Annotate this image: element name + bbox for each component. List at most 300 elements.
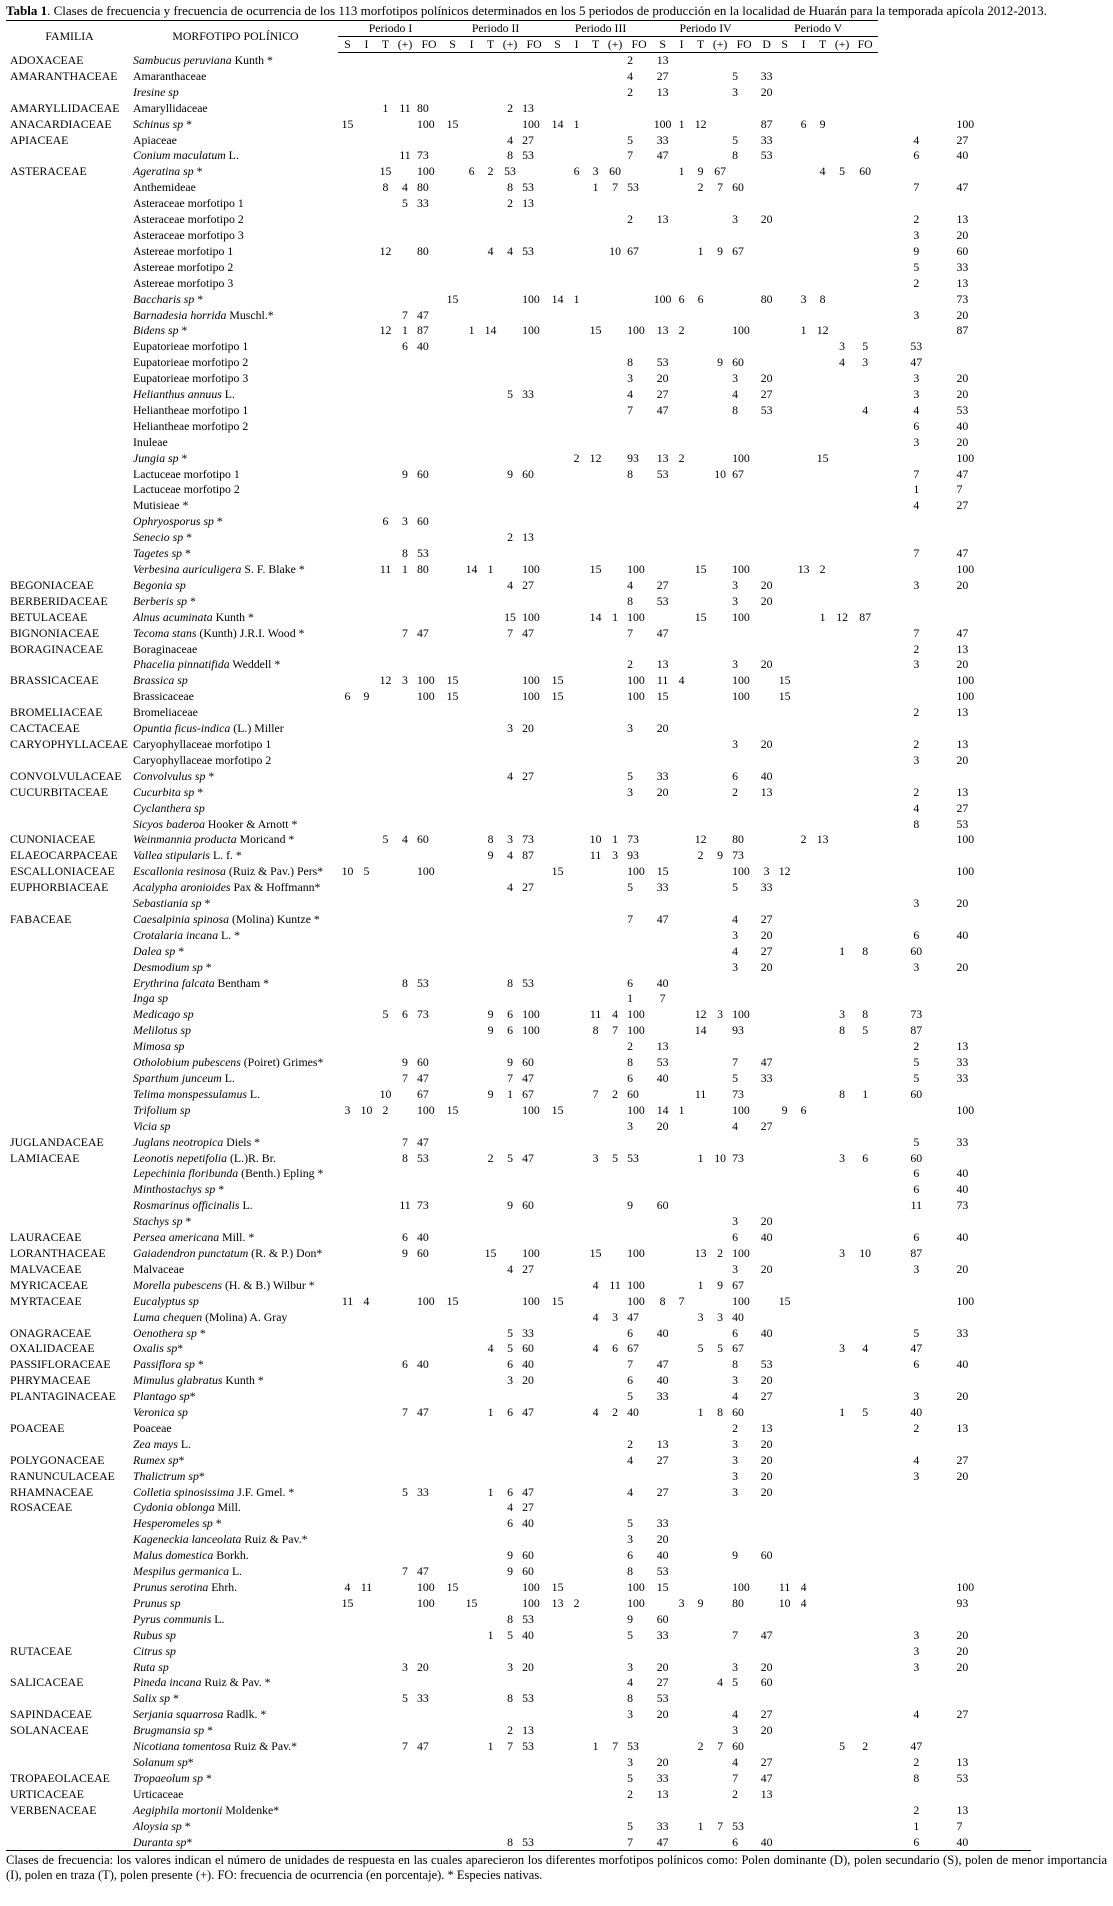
class-cell [775,991,794,1007]
class-cell [548,737,567,753]
class-cell [758,498,775,514]
class-cell [794,1803,813,1819]
class-cell: 40 [656,975,669,990]
class-cell [672,785,691,801]
class-cell [710,1166,730,1182]
class-cell: 4 [507,848,514,863]
class-cell [548,133,567,149]
class-cell [395,705,415,721]
fo-cell: 20 [956,371,969,386]
class-cell [548,594,567,610]
class-cell [567,1405,586,1421]
class-cell: 6 [878,1835,954,1851]
class-cell [794,498,813,514]
class-cell [567,896,586,912]
class-cell [813,1310,832,1326]
class-cell: 13 [760,1420,773,1435]
class-cell: 40 [656,1325,669,1340]
class-cell [586,467,605,483]
class-cell [376,753,395,769]
class-cell [500,498,520,514]
class-cell [586,1500,605,1516]
class-cell [653,1341,672,1357]
class-cell [710,1596,730,1612]
class-cell [653,1166,672,1182]
fo-cell [415,403,443,419]
class-cell [481,1166,500,1182]
class-cell [832,323,852,339]
class-cell [567,1500,586,1516]
class-cell [586,1596,605,1612]
class-cell [338,928,357,944]
fo-cell: 4 [732,943,739,958]
fo-cell: 13 [522,196,534,211]
class-cell [794,1119,813,1135]
morphotype-cell [133,260,338,276]
class-cell: 33 [656,1770,669,1785]
fo-cell [520,1039,548,1055]
class-cell: 6 [468,164,475,179]
class-cell [481,1230,500,1246]
class-cell [586,785,605,801]
class-cell [462,1007,481,1023]
class-cell [832,1500,852,1516]
table-row [6,896,1107,912]
class-cell [443,1357,462,1373]
class-cell [376,1548,395,1564]
morphotype-cell [133,164,338,180]
class-cell: 9 [402,1055,408,1070]
class-cell [758,1246,775,1262]
morphotype-author: * [212,1516,222,1531]
class-cell [548,1500,567,1516]
class-cell [586,530,605,546]
class-cell [395,260,415,276]
class-cell [832,180,852,196]
morphotype-cell [133,689,338,705]
family-cell [6,944,133,960]
class-cell [567,1326,586,1342]
class-cell [710,1198,730,1214]
fo-cell [730,1198,758,1214]
class-cell [376,1596,395,1612]
morphotype-cell [133,1596,338,1612]
morphotype-cell [133,355,338,371]
family-cell [6,562,133,578]
fo-cell: 53 [520,1835,548,1851]
class-cell [586,1819,605,1835]
fo-cell [415,769,443,785]
fo-cell [520,817,548,833]
fo-cell: 20 [956,752,969,767]
class-cell [338,1135,357,1151]
class-cell [567,578,586,594]
class-cell: 5 [717,1341,724,1356]
class-cell [691,626,710,642]
family-cell: PHRYMACEAE [10,1373,91,1388]
class-cell: 15 [551,1102,564,1117]
class-cell [672,1548,691,1564]
fo-cell [520,801,548,817]
fo-cell [415,276,443,292]
class-cell [462,451,481,467]
class-cell [462,498,481,514]
family-cell [6,1166,133,1182]
class-cell [672,848,691,864]
fo-cell [520,705,548,721]
class-cell: 2 [382,1102,389,1117]
class-cell: 47 [656,625,669,640]
class-cell [813,1675,832,1691]
class-cell [710,1771,730,1787]
class-cell [443,801,462,817]
class-cell [443,1198,462,1214]
class-cell [395,69,415,85]
class-cell: 7 [592,1086,599,1101]
fo-cell [520,1755,548,1771]
class-cell [567,832,586,848]
morphotype-name: Cyclanthera sp [133,800,205,815]
morphotype-author: (Benth.) Epling * [238,1166,324,1181]
class-cell [852,244,878,260]
fo-cell: 33 [417,196,429,211]
morphotype-name: Brugmansia sp [133,1723,205,1738]
table-row [6,657,1107,673]
class-cell [462,1675,481,1691]
class-cell [500,1580,520,1596]
class-cell: 7 [402,1071,408,1085]
class-cell [567,148,586,164]
morphotype-author: Ehrh. [208,1580,238,1594]
morphotype-author: Muschl.* [226,307,274,322]
class-cell [443,1151,462,1167]
class-cell [357,546,376,562]
class-cell [852,864,878,880]
class-cell [832,673,852,689]
class-cell [672,769,691,785]
class-cell: 15 [341,116,354,131]
fo-cell: 40 [417,1230,429,1245]
class-cell [462,1071,481,1087]
class-cell [794,721,813,737]
morphotype-name: Melilotus sp [133,1023,191,1038]
class-cell [338,880,357,896]
table-row [6,721,1107,737]
class-cell [710,721,730,737]
class-cell [548,1548,567,1564]
morphotype-author: Moricand * [236,832,295,847]
class-cell: 1 [487,1627,494,1642]
class-cell [567,1135,586,1151]
fo-cell: 20 [956,1643,969,1658]
class-cell [794,1835,813,1851]
class-cell [605,1580,625,1596]
class-cell [567,212,586,228]
class-cell [395,1500,415,1516]
class-cell: 14 [694,1023,707,1038]
class-cell: 7 [612,1023,619,1038]
class-cell: 4 [913,498,920,513]
fo-cell: 13 [522,1723,534,1738]
class-cell [443,562,462,578]
fo-cell [415,1182,443,1198]
class-cell [775,1787,794,1803]
fo-cell: 3 [732,959,739,974]
fo-cell: 2 [627,1436,633,1451]
class-cell [832,753,852,769]
class-cell: 20 [760,1452,773,1467]
class-cell: 47 [656,402,669,417]
class-cell [443,1310,462,1326]
class-cell [443,355,462,371]
class-cell [672,1628,691,1644]
class-cell [548,1755,567,1771]
class-cell [605,133,625,149]
class-cell: 8 [913,1770,920,1785]
class-cell: 73 [910,1007,923,1022]
class-cell [852,848,878,864]
family-cell: FABACEAE [10,911,72,926]
table-row [6,817,1107,833]
class-cell [832,960,852,976]
class-cell [357,1326,376,1342]
class-cell [813,1516,832,1532]
class-cell [794,657,813,673]
class-cell [672,1405,691,1421]
class-cell [338,467,357,483]
class-cell [586,1485,605,1501]
class-cell: 6 [507,1484,514,1499]
class-cell [758,1612,775,1628]
class-cell [758,610,775,626]
morphotype-cell [133,1357,338,1373]
class-cell [794,1755,813,1771]
class-cell: 12 [778,864,791,879]
class-cell [567,1532,586,1548]
class-cell [462,610,481,626]
fo-cell [520,85,548,101]
class-cell [710,1835,730,1851]
table-row [6,1230,1107,1246]
morphotype-author: L. [177,1436,191,1451]
class-cell: 33 [656,1627,669,1642]
table-row [6,1485,1107,1501]
class-cell [653,276,672,292]
class-cell [357,133,376,149]
class-cell [338,832,357,848]
fo-cell: 13 [956,1802,969,1817]
class-cell [548,1739,567,1755]
fo-cell [520,912,548,928]
table-caption [6,3,1107,18]
class-cell [672,594,691,610]
class-cell: 8 [592,1023,599,1038]
class-cell [672,435,691,451]
class-cell: 4 [402,180,408,195]
table-row [6,403,1107,419]
class-cell [338,403,357,419]
class-cell [794,339,813,355]
morphotype-name: Tropaeolum sp [133,1770,204,1785]
class-cell [605,594,625,610]
fo-cell [625,1214,653,1230]
class-cell [758,705,775,721]
fo-cell [520,514,548,530]
class-cell [691,1119,710,1135]
class-cell [710,387,730,403]
class-cell [775,1135,794,1151]
class-cell [376,1437,395,1453]
class-cell: 6 [678,291,685,306]
class-cell [500,1119,520,1135]
class-cell [794,944,813,960]
morphotype-name: Zea mays [133,1436,178,1451]
class-cell: 27 [656,1452,669,1467]
class-cell [691,817,710,833]
morphotype-author: * [203,1770,212,1785]
class-cell [443,1341,462,1357]
class-cell [758,1500,775,1516]
class-cell [813,69,832,85]
class-cell [832,785,852,801]
class-cell [567,721,586,737]
class-cell [481,482,500,498]
class-cell: 9 [717,848,724,863]
class-cell [832,1278,852,1294]
class-cell [357,1755,376,1771]
morphotype-name: Ruta sp [133,1659,169,1674]
fo-cell: 3 [627,1118,633,1133]
class-cell [794,1675,813,1691]
fo-cell [954,1405,1030,1421]
fo-cell: 13 [522,100,534,115]
table-row [6,1580,1107,1596]
class-cell [357,832,376,848]
class-cell: 5 [612,1150,619,1165]
family-cell [6,1755,133,1771]
class-cell [691,435,710,451]
class-cell: 15 [465,1595,478,1610]
class-cell [852,1421,878,1437]
class-cell [832,1612,852,1628]
class-cell: 9 [507,466,514,481]
family-cell: EUPHORBIACEAE [10,880,109,895]
fo-cell [954,991,1030,1007]
fo-cell [730,642,758,658]
class-cell [357,721,376,737]
class-cell [758,1803,775,1819]
class-cell [395,1103,415,1119]
class-cell [462,419,481,435]
class-cell [852,1580,878,1596]
morphotype-author: * [215,1182,225,1197]
class-cell [481,451,500,467]
class-cell [672,212,691,228]
fo-cell: 100 [627,562,645,576]
table-row [6,1516,1107,1532]
class-cell [338,1723,357,1739]
class-cell [586,1214,605,1230]
class-cell [672,101,691,117]
class-cell [462,1532,481,1548]
class-cell [852,1612,878,1628]
fo-cell [520,1675,548,1691]
class-cell: 12 [694,832,707,847]
fo-cell: 20 [956,1468,969,1483]
fo-cell: 60 [522,1055,534,1070]
class-cell [672,244,691,260]
class-cell [443,339,462,355]
class-cell [462,1151,481,1167]
class-cell [832,53,852,69]
class-cell [567,1421,586,1437]
class-cell [878,1278,954,1294]
class-cell [813,1485,832,1501]
fo-cell [520,1803,548,1819]
fo-cell [520,435,548,451]
class-cell: 47 [910,1341,923,1356]
class-cell: 2 [573,1595,580,1610]
class-cell [376,1166,395,1182]
class-cell [852,101,878,117]
fo-cell: 100 [522,1580,540,1594]
class-cell [586,1373,605,1389]
class-cell [672,1135,691,1151]
class-cell [813,1644,832,1660]
class-cell [852,1548,878,1564]
class-cell [567,642,586,658]
class-cell [481,419,500,435]
class-cell [605,1039,625,1055]
morphotype-name: Conium maculatum [133,148,226,163]
class-cell [462,960,481,976]
class-cell [653,562,672,578]
class-cell [338,1357,357,1373]
class-cell [710,196,730,212]
fo-cell [415,1532,443,1548]
class-cell [775,1198,794,1214]
fo-cell [415,880,443,896]
class-cell [376,1198,395,1214]
fo-cell: 73 [417,1007,429,1022]
class-cell [462,1198,481,1214]
class-cell [481,1675,500,1691]
class-cell [395,1580,415,1596]
class-cell [852,1691,878,1707]
class-cell [376,1055,395,1071]
fo-cell [415,1039,443,1055]
class-cell [605,1612,625,1628]
class-cell [710,880,730,896]
table-row [6,848,1107,864]
class-cell [605,1437,625,1453]
class-cell [852,53,878,69]
class-cell [376,1182,395,1198]
class-cell [567,657,586,673]
class-cell: 3 [612,1309,619,1324]
fo-cell: 4 [732,1754,739,1769]
fo-cell [954,1691,1030,1707]
fo-cell [625,117,653,133]
class-cell: 4 [839,355,846,370]
class-cell [794,514,813,530]
fo-cell [415,1421,443,1437]
class-cell [443,769,462,785]
fo-cell: 73 [627,832,639,847]
class-cell [758,1294,775,1310]
class-cell [775,578,794,594]
class-cell: 13 [656,1039,669,1054]
